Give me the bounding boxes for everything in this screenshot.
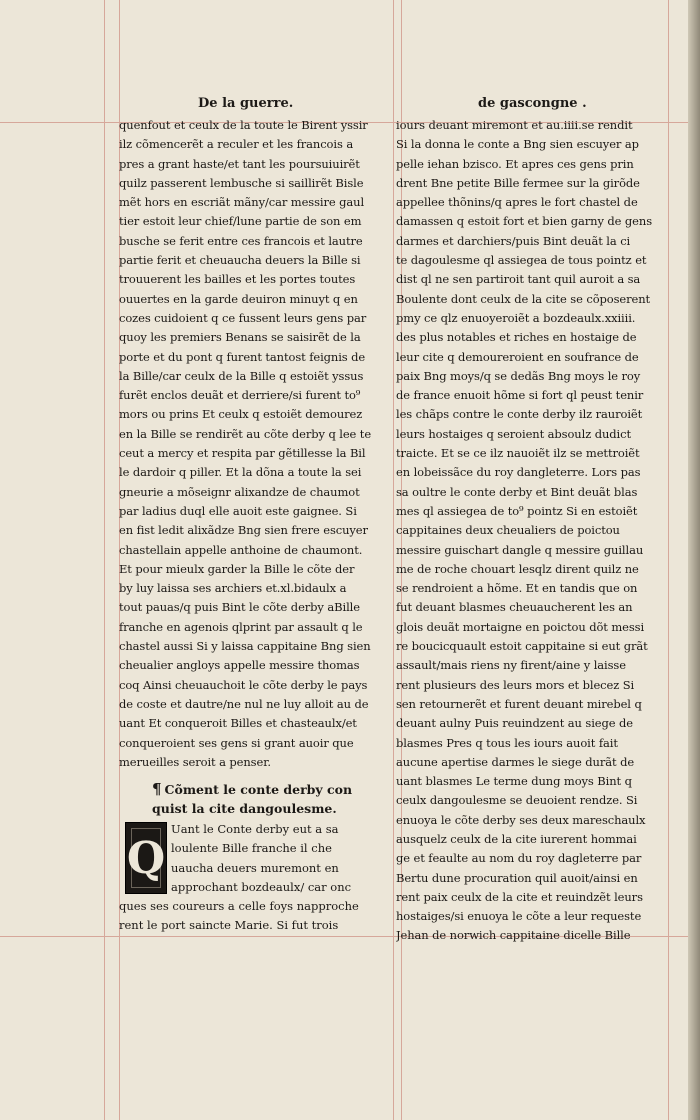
- chapter-heading: [152, 780, 392, 818]
- text-line: pelle iehan bzisco. Et apres ces gens prin: [396, 156, 634, 171]
- text-line: Si la donna le conte a Bng sien escuyer ap: [396, 137, 639, 152]
- decorated-initial-letter: Q: [126, 832, 166, 884]
- text-line: rent plusieurs des leurs mors et blecez Si: [396, 677, 635, 692]
- text-line: quenfout et ceulx de la toute le Birent yssir: [119, 118, 368, 132]
- text-line: franche en agenois qlprint par assault q le: [119, 619, 363, 634]
- text-line: la Bille/car ceulx de la Bille q estoiẽt yssus: [119, 368, 364, 383]
- text-line: approchant bozdeaulx/ car onc: [171, 879, 352, 894]
- text-line: chastel aussi Si y laissa cappitaine Bng sien: [119, 639, 371, 654]
- text-line: quilz passerent lembusche si saillirẽt Bisle: [119, 175, 364, 190]
- chapter-heading-line: [152, 780, 392, 799]
- text-line: re boucicquault estoit cappitaine si eut grãt: [396, 639, 648, 654]
- text-line: par ladius duql elle auoit este gaignee. Si: [119, 503, 357, 518]
- text-line: uaucha deuers muremont en: [171, 860, 339, 875]
- text-line: leurs hostaiges q seroient absoulz dudict: [396, 426, 631, 441]
- text-line: enuoya le cõte derby ses deux mareschaulx: [396, 812, 646, 827]
- text-line: dist ql ne sen partiroit tant quil auroit a sa: [396, 272, 641, 287]
- text-line: de france enuoit hõme si fort ql peust tenir: [396, 388, 644, 403]
- right-column: [396, 116, 668, 946]
- text-line: darmes et darchiers/puis Bint deuãt la ci: [396, 233, 631, 248]
- text-line: partie ferit et cheuaucha deuers la Bille si: [119, 253, 361, 268]
- text-line: Bertu dune procuration quil auoit/ainsi en: [396, 870, 638, 885]
- chapter-heading-text: Cõment le conte derby con: [164, 782, 353, 797]
- text-line: quoy les premiers Benans se saisirẽt de la: [119, 330, 361, 345]
- text-line: en la Bille se rendirẽt au cõte derby q lee te: [119, 426, 372, 441]
- text-line: Uant le Conte derby eut a sa: [171, 822, 339, 836]
- text-line: deuant aulny Puis reuindzent au siege de: [396, 716, 633, 731]
- text-line: aucune apertise darmes le siege durãt de: [396, 754, 635, 769]
- text-line: sa oultre le conte derby et Bint deuãt blas: [396, 484, 638, 499]
- text-line: glois deuãt mortaigne en poictou dõt messi: [396, 619, 645, 634]
- text-line: gneurie a mõseignr alixandze de chaumot: [119, 484, 360, 499]
- running-header-left: De la guerre.: [198, 96, 294, 111]
- text-line: en fist ledit alixãdze Bng sien frere escuyer: [119, 523, 368, 538]
- text-line: blasmes Pres q tous les iours auoit fait: [396, 735, 618, 750]
- text-line: traicte. Et se ce ilz nauoiẽt ilz se mettroiẽt: [396, 446, 640, 461]
- text-line: uant Et conqueroit Billes et chasteaulx/et: [119, 716, 357, 731]
- left-second-paragraph: [119, 820, 389, 936]
- text-line: ausquelz ceulx de la cite iurerent hommai: [396, 831, 637, 846]
- text-line: rent le port saincte Marie. Si fut trois: [119, 918, 339, 933]
- text-line: by luy laissa ses archiers et.xl.bidaulx a: [119, 581, 347, 596]
- text-line: coq Ainsi cheuauchoit le cõte derby le pays: [119, 677, 368, 692]
- text-line: busche se ferit entre ces francois et lautre: [119, 233, 363, 248]
- text-line: mes ql assiegea de to⁹ pointz Si en estoiẽt: [396, 503, 638, 518]
- text-line: paix Bng moys/q se dedãs Bng moys le roy: [396, 368, 641, 383]
- text-line: conqueroient ses gens si grant auoir que: [119, 735, 354, 750]
- pilcrow-icon: ¶: [152, 780, 162, 798]
- text-line: chastellain appelle anthoine de chaumont.: [119, 542, 363, 557]
- text-line: les chãps contre le conte derby ilz rauroiẽt: [396, 407, 643, 422]
- text-line: fut deuant blasmes cheuaucherent les an: [396, 600, 633, 615]
- text-line: messire guischart dangle q messire guillau: [396, 542, 644, 557]
- text-line: se rendroient a hõme. Et en tandis que on: [396, 581, 638, 596]
- text-line: trouuerent les bailles et les portes toutes: [119, 272, 356, 287]
- text-line: pmy ce qlz enuoyeroiẽt a bozdeaulx.xxiiii.: [396, 310, 636, 325]
- margin-rule: [393, 0, 394, 1120]
- text-line: Et pour mieulx garder la Bille le cõte der: [119, 561, 355, 576]
- text-line: en lobeissãce du roy dangleterre. Lors pas: [396, 465, 641, 480]
- text-line: Boulente dont ceulx de la cite se cõposerent: [396, 291, 651, 306]
- text-line: drent Bne petite Bille fermee sur la girõde: [396, 175, 640, 190]
- text-line: uant blasmes Le terme dung moys Bint q: [396, 774, 632, 789]
- text-line: pres a grant haste/et tant les poursuiuirẽt: [119, 156, 360, 171]
- text-line: appellee thõnins/q apres le fort chastel de: [396, 195, 638, 210]
- text-line: de coste et dautre/ne nul ne luy alloit au de: [119, 696, 369, 711]
- text-line: ceulx dangoulesme se deuoient rendze. Si: [396, 793, 638, 808]
- text-line: ilz cõmencerẽt a reculer et les francois a: [119, 137, 354, 152]
- text-line: cheualier angloys appelle messire thomas: [119, 658, 360, 673]
- text-line: te dagoulesme ql assiegea de tous pointz et: [396, 253, 647, 268]
- text-line: ceut a mercy et respita par gẽtillesse la Bil: [119, 446, 366, 461]
- left-column: [119, 116, 391, 772]
- text-line: des plus notables et riches en hostaige de: [396, 330, 637, 345]
- text-line: furẽt enclos deuãt et derriere/si furent to⁹: [119, 388, 361, 403]
- text-line: porte et du pont q furent tantost feignis de: [119, 349, 366, 364]
- text-line: ouuertes en la garde deuiron minuyt q en: [119, 291, 358, 306]
- text-line: assault/mais riens ny firent/aine y laisse: [396, 658, 626, 673]
- text-line: cappitaines deux cheualiers de poictou: [396, 523, 620, 538]
- text-line: mẽt hors en escriãt mãny/car messire gaul: [119, 195, 365, 210]
- text-line: cozes cuidoient q ce fussent leurs gens par: [119, 310, 367, 325]
- text-line: iours deuant miremont et au.iiii.se rendit: [396, 118, 633, 132]
- text-line: mors ou prins Et ceulx q estoiẽt demourez: [119, 407, 363, 422]
- text-line: le dardoir q piller. Et la dõna a toute la sei: [119, 465, 362, 480]
- text-line: ge et feaulte au nom du roy dagleterre par: [396, 851, 642, 866]
- text-line: rent paix ceulx de la cite et reuindzẽt leurs: [396, 889, 643, 904]
- book-spine: [688, 0, 700, 1120]
- text-line: sen retournerẽt et furent deuant mirebel q: [396, 696, 642, 711]
- text-line: hostaiges/si enuoya le cõte a leur requeste: [396, 909, 642, 924]
- margin-rule: [668, 0, 669, 1120]
- text-line: Jehan de norwich cappitaine dicelle Bille: [396, 928, 631, 943]
- text-line: tout pauas/q puis Bint le cõte derby aBille: [119, 600, 360, 615]
- text-line: loulente Bille franche il che: [171, 841, 332, 856]
- running-header-right: de gascongne .: [478, 96, 587, 111]
- text-line: leur cite q demoureroient en soufrance de: [396, 349, 639, 364]
- text-line: damassen q estoit fort et bien garny de gens: [396, 214, 652, 229]
- margin-rule: [104, 0, 105, 1120]
- text-line: ques ses coureurs a celle foys napproche: [119, 899, 359, 914]
- text-line: me de roche chouart lesqlz dirent quilz ne: [396, 561, 639, 576]
- text-line: tier estoit leur chief/lune partie de son em: [119, 214, 362, 229]
- text-line: merueilles seroit a penser.: [119, 754, 271, 769]
- chapter-heading-line: quist la cite dangoulesme.: [152, 801, 337, 816]
